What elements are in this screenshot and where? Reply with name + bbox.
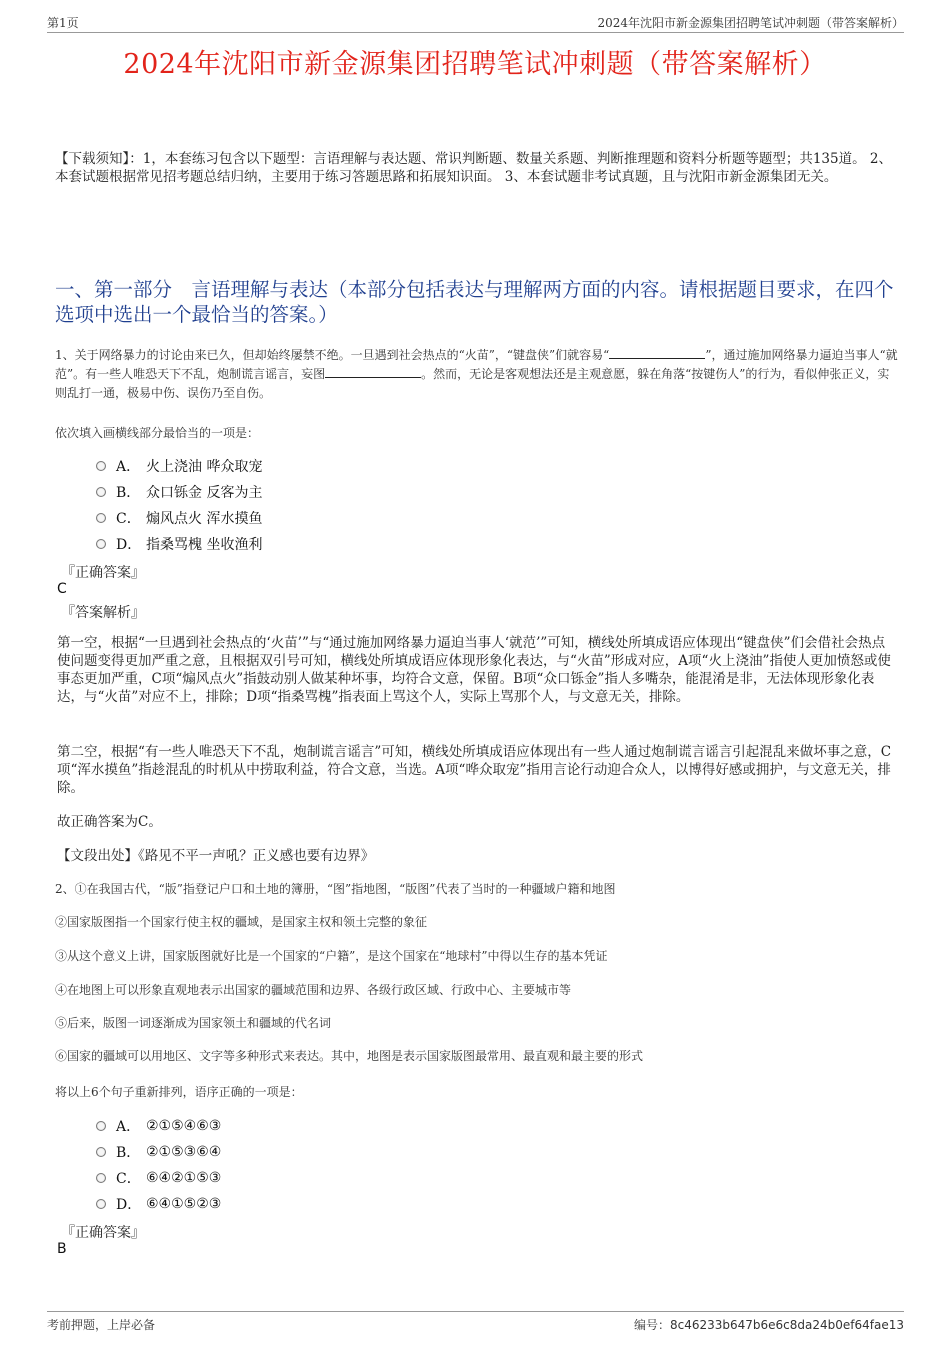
option-c[interactable] <box>96 505 262 531</box>
analysis-paragraph-2: 第二空，根据“有一些人唯恐天下不乱，炮制谎言谣言”可知，横线处所填成语应体现出有一些人通过炮制谎言谣言引起混乱来做坏事之意，C项“浑水摸鱼”指趁混乱的时机从中捞取利益，符合文意，当选。A项“哗众取宠”指用言论行动迎合众人，以博得好感或拥护，与文意无关，排除。 <box>57 744 892 796</box>
correct-answer-label: 『正确答案』 <box>61 1225 145 1241</box>
text-source: 【文段出处】《路见不平一声吼？正义感也要有边界》 <box>57 848 375 864</box>
question-1-prompt: 依次填入画横线部分最恰当的一项是： <box>55 426 260 440</box>
radio-icon[interactable] <box>96 461 106 471</box>
option-text: 指桑骂槐 坐收渔利 <box>146 537 263 553</box>
option-text: 火上浇油 哗众取宠 <box>146 459 263 475</box>
document-title: 2024年沈阳市新金源集团招聘笔试冲刺题（带答案解析） <box>123 49 827 80</box>
analysis-paragraph-1: 第一空，根据“一旦遇到社会热点的‘火苗’”与“通过施加网络暴力逼迫当事人‘就范’”可知，横线处所填成语应体现出“键盘侠”们会借社会热点使问题变得更加严重之意，且根据双引号可知，横线处所填成语应体现形象化表达，与“火苗”形成对应，A项“火上浇油”指使人更加愤怒或使事态更加严重，C项“煽风点火”指鼓动别人做某种坏事，均符合文意，保留。B项“众口铄金”指人多嘴杂，能混淆是非，无法体现形象化表达，与“火苗”对应不上，排除；D项“指桑骂槐”指表面上骂这个人，实际上骂那个人，与文意无关，排除。 <box>57 635 891 705</box>
radio-icon[interactable] <box>96 1121 106 1131</box>
option-d[interactable] <box>96 1191 221 1217</box>
question-2-sentence-2: ②国家版图指一个国家行使主权的疆域，是国家主权和领土完整的象征 <box>55 915 428 929</box>
page-header <box>47 14 904 33</box>
option-text: 众口铄金 反客为主 <box>146 485 263 501</box>
option-letter: D． <box>116 537 142 553</box>
option-letter: B． <box>116 1145 141 1161</box>
radio-icon[interactable] <box>96 1173 106 1183</box>
option-a[interactable] <box>96 1113 221 1139</box>
radio-icon[interactable] <box>96 1147 106 1157</box>
radio-icon[interactable] <box>96 1199 106 1209</box>
radio-icon[interactable] <box>96 487 106 497</box>
option-letter: A． <box>116 459 141 475</box>
option-text: ⑥④②①⑤③ <box>146 1170 222 1186</box>
option-letter: D． <box>116 1197 142 1213</box>
q1-text-part2: ”，通过施加网络暴力逼迫当事人“就范”。有一些人唯恐天下不乱，炮制谎言谣言，妄图 <box>55 348 898 381</box>
option-text: ⑥④①⑤②③ <box>146 1196 222 1212</box>
q1-text-part1: 1、关于网络暴力的讨论由来已久，但却始终屡禁不绝。一旦遇到社会热点的“火苗”，“键盘侠”们就容易“ <box>55 348 610 362</box>
code-value: 8c46233b647b6e6c8da24b0ef64fae13 <box>669 1318 904 1332</box>
page-footer <box>47 1311 904 1334</box>
page-number: 第1页 <box>47 16 79 30</box>
question-1-stem <box>55 346 900 403</box>
option-letter: B． <box>116 485 141 501</box>
option-c[interactable] <box>96 1165 221 1191</box>
header-doc-title: 2024年沈阳市新金源集团招聘笔试冲刺题（带答案解析） <box>597 16 904 30</box>
option-b[interactable] <box>96 1139 221 1165</box>
option-letter: C． <box>116 1171 141 1187</box>
option-text: 煽风点火 浑水摸鱼 <box>146 511 263 527</box>
analysis-label: 『答案解析』 <box>61 605 145 621</box>
correct-answer: B <box>57 1241 67 1257</box>
option-d[interactable] <box>96 531 262 557</box>
code-label: 编号： <box>633 1318 670 1332</box>
option-text: ②①⑤④⑥③ <box>146 1118 222 1134</box>
fill-blank-1 <box>609 346 705 359</box>
option-text: ②①⑤③⑥④ <box>146 1144 222 1160</box>
correct-answer: C <box>57 581 67 597</box>
radio-icon[interactable] <box>96 513 106 523</box>
option-letter: C． <box>116 511 141 527</box>
question-2-sentence-1: 2、①在我国古代，“版”指登记户口和土地的簿册，“图”指地图，“版图”代表了当时的一种疆域户籍和地图 <box>55 882 616 896</box>
question-1-options <box>96 453 262 557</box>
correct-answer-label: 『正确答案』 <box>61 565 145 581</box>
fill-blank-2 <box>325 365 421 378</box>
option-b[interactable] <box>96 479 262 505</box>
question-2-options <box>96 1113 221 1217</box>
document-code <box>634 1316 904 1333</box>
analysis-conclusion: 故正确答案为C。 <box>57 814 162 830</box>
question-2-sentence-6: ⑥国家的疆域可以用地区、文字等多种形式来表达。其中，地图是表示国家版图最常用、最直观和最主要的形式 <box>55 1049 644 1063</box>
q1-text-part3: 。然而，无论是客观想法还是主观意愿，躲在角落“按键伤人”的行为，看似伸张正义，实则乱打一通，极易中伤、误伤乃至自伤。 <box>55 367 890 400</box>
section-heading: 一、第一部分 言语理解与表达（本部分包括表达与理解两方面的内容。请根据题目要求，在四个选项中选出一个最恰当的答案。） <box>55 278 894 326</box>
radio-icon[interactable] <box>96 539 106 549</box>
question-2-sentence-5: ⑤后来，版图一词逐渐成为国家领土和疆域的代名词 <box>55 1016 332 1030</box>
question-2-prompt: 将以上6个句子重新排列，语序正确的一项是： <box>55 1085 303 1099</box>
question-2-sentence-3: ③从这个意义上讲，国家版图就好比是一个国家的“户籍”，是这个国家在“地球村”中得以生存的基本凭证 <box>55 949 608 963</box>
footer-slogan: 考前押题，上岸必备 <box>47 1318 156 1332</box>
option-a[interactable] <box>96 453 262 479</box>
download-notice: 【下载须知】：1，本套练习包含以下题型：言语理解与表达题、常识判断题、数量关系题、判断推理题和资料分析题等题型；共135道。 2、本套试题根据常见招考题总结归纳，主要用于练习答题思路和拓展知识面。 3、本套试题非考试真题，且与沈阳市新金源集团无关。 <box>55 151 892 185</box>
option-letter: A． <box>116 1119 141 1135</box>
question-2-sentence-4: ④在地图上可以形象直观地表示出国家的疆域范围和边界、各级行政区域、行政中心、主要城市等 <box>55 983 572 997</box>
